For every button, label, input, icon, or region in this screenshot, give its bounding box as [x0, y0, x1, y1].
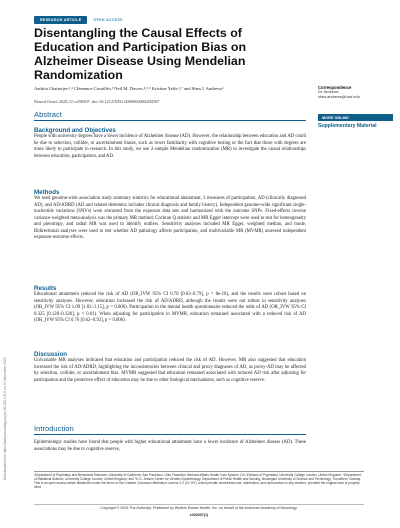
methods-text: We used genome-wide association study summary statistics for educational attainment, 3 measures of participation, AD (clinically diagnosed AD), and AD/ADRD (AD and related dementia; includes clinical diagnosis and family history). Independent genome-wide significant single-nucleotide variations (SNVs) were extracted from the exposure data sets and harmonized with the outcome SNPs. Fixed-effects inverse variance-weighted meta-analysis was the primary MR method; Cochran Q statistic and MR Egger intercept were used to test for heterogeneity and pleiotropy, and radial MR was used to identify outliers. Sensitivity analyses included MR Egger, weighted median, and mode. Bidirectional analyses were used to test whether AD pathology affects participation, and multivariable MR (MVMR) assessed independent exposure-outcome effects. — [34, 196, 306, 241]
page-identifier: e200307(1) — [189, 513, 209, 517]
abstract-discussion — [34, 351, 306, 384]
correspondence-name: Dr. Andrews — [318, 90, 339, 94]
background-heading: Background and Objectives — [34, 127, 116, 134]
results-text: Educational attainment reduced the risk of AD (OR_IVW 95% CI 0.70 [0.63–0.79], p = 8e-10), and the results were robust based on sensitivity analyses. However, education increased the risk of AD/ADRD, although the results were not robust in sensitivity analyses (OR_IVW 95% CI 1.09 [1.02–1.15], p = 0.006). Participation in the mental health questionnaire reduced the odds of AD (OR_IVW 95% CI 0.325 [0.128–0.326], p = 0.01). When adjusting for participation in MVMR, education remained associated with a reduced risk of AD (OR_IVW 95% CI 0.76 [0.62–0.92], p = 0.006). — [34, 292, 306, 324]
affiliations-footnote: ¹Department of Psychiatry and Behavioral Sciences, University of California, San Francisco; ²San Francisco Veterans Affairs Health Care System, CA; ³Division of Psychiatry, University College London, United Kingdom; ⁴Department of Statistical Science, University College London, United Kingdom; and ⁵K.G. Jebsen Center for Genetic Epidemiology, Department of Public Health and Nursing, Norwegian University of Science and Technology, Trondheim, Norway. This is an open access article distributed under the terms of the Creative Commons Attribution License 4.0 (CC BY), which permits unrestricted use, distribution, and reproduction in any medium, provided the original work is properly cited. — [34, 473, 361, 490]
download-watermark — [3, 230, 13, 528]
abstract-background — [34, 127, 306, 160]
results-heading: Results — [34, 285, 57, 292]
article-tags — [34, 16, 123, 24]
discussion-heading: Discussion — [34, 351, 68, 358]
article-title: Disentangling the Causal Effects of Education and Participation Bias on Alzheimer Disease Using Mendelian Randomization — [34, 26, 247, 82]
introduction-text: Epidemiologic studies have found that people with higher educational attainment have a lower incidence of Alzheimer disease (AD). These associations may be due to cognitive reserve, — [34, 440, 306, 452]
discussion-text: Univariable MR analyses indicated that education and participation reduced the risk of AD. However, MR also suggested that education increased the risk of AD/ADRD, highlighting the inconsistencies between clinical and proxy diagnoses of AD, as proxy-AD may be affected by selection, collider, or ascertainment bias. MVMR suggested that education remained associated with reduced AD risk after adjusting for participation and the protective effect of education may be due to other biological mechanisms, such as cognitive reserve. — [34, 358, 306, 383]
copyright-line: Copyright © 2025 The Author(s). Published by Wolters Kluwer Health, Inc. on behalf of the American Academy of Neurology. — [100, 506, 298, 510]
introduction-heading: Introduction — [34, 424, 306, 435]
background-text: People with university degrees have a lower incidence of Alzheimer disease (AD). However, the relationship between education and AD could be due to selection, collider, or ascertainment biases, such as lower familiarity with cognitive testing or the fact that those with degrees are more likely to participate in research. In this study, we use 2-sample Mendelian randomization (MR) to investigate the causal relationships between education, participation, and AD. — [34, 134, 306, 159]
more-online-box — [318, 114, 393, 129]
author-list: Aadrita Chatterjee,¹,² Clémence Cavaillès,³ Neil M. Davies,⁴,⁵,⁶ Kristine Yaffe,¹,⁷ and Shea J. Andrews¹ — [34, 86, 224, 91]
open-access-label: OPEN ACCESS — [93, 18, 123, 22]
footnote-divider — [34, 471, 364, 472]
footer-divider — [34, 504, 364, 505]
correspondence-heading: Correspondence — [318, 85, 352, 90]
more-online-bar: MORE ONLINE — [318, 114, 393, 121]
methods-heading: Methods — [34, 189, 60, 196]
correspondence-box — [318, 85, 393, 100]
correspondence-email[interactable]: shea.andrews@ucsf.edu — [318, 95, 360, 99]
abstract-heading: Abstract — [34, 110, 306, 121]
research-article-badge: RESEARCH ARTICLE — [34, 16, 87, 24]
citation-line: Neurol Genet 2025;11:e200307. doi:10.1212/NXG.0000000000200307 — [34, 99, 160, 104]
abstract-results — [34, 285, 306, 325]
supplementary-material-link[interactable]: Supplementary Material — [318, 123, 377, 129]
abstract-methods — [34, 189, 306, 242]
download-watermark-text: Downloaded from https://www.neurology.org by 90.180.178.6 on 18 November 2025 — [3, 357, 7, 480]
